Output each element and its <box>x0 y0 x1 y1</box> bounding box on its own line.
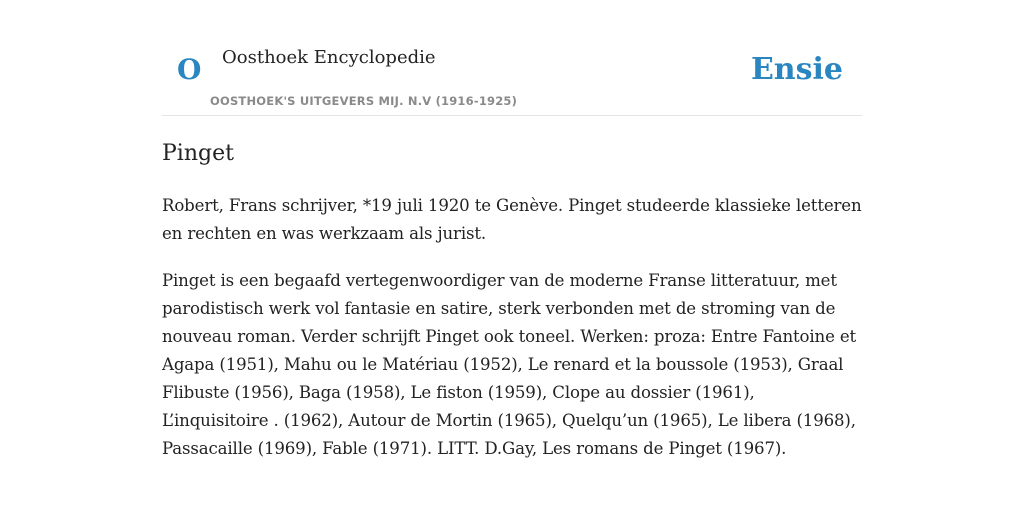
entry-paragraph: Pinget is een begaafd vertegenwoordiger van de moderne Franse litteratuur, met parodistisch werk vol fantasie en satire, sterk verbonden met de stroming van de nouveau roman. Verder schrijft Pinget ook toneel. Werken: proza: Entre Fantoine et Agapa (1951), Mahu ou le Matériau (1952), Le renard et la boussole (1953), Graal Flibuste (1956), Baga (1958), Le fiston (1959), Clope au dossier (1961), L’inquisitoire . (1962), Autour de Mortin (1965), Quelqu’un (1965), Le libera (1968), Passacaille (1969), Fable (1971). LITT. D.Gay, Les romans de Pinget (1967). <box>162 271 857 458</box>
page-container <box>162 0 862 458</box>
publication-subtitle: OOSTHOEK'S UITGEVERS MIJ. N.V (1916-1925) <box>210 94 518 108</box>
entry-paragraph: Robert, Frans schrijver, *19 juli 1920 te Genève. Pinget studeerde klassieke letteren en rechten en was werkzaam als jurist. <box>162 196 862 243</box>
publication-logo[interactable]: O <box>177 53 202 86</box>
entry-title: Pinget <box>162 141 234 166</box>
publication-header <box>162 0 862 116</box>
publication-title[interactable]: Oosthoek Encyclopedie <box>222 47 436 68</box>
ensie-logo-link[interactable]: Ensie <box>750 52 843 87</box>
